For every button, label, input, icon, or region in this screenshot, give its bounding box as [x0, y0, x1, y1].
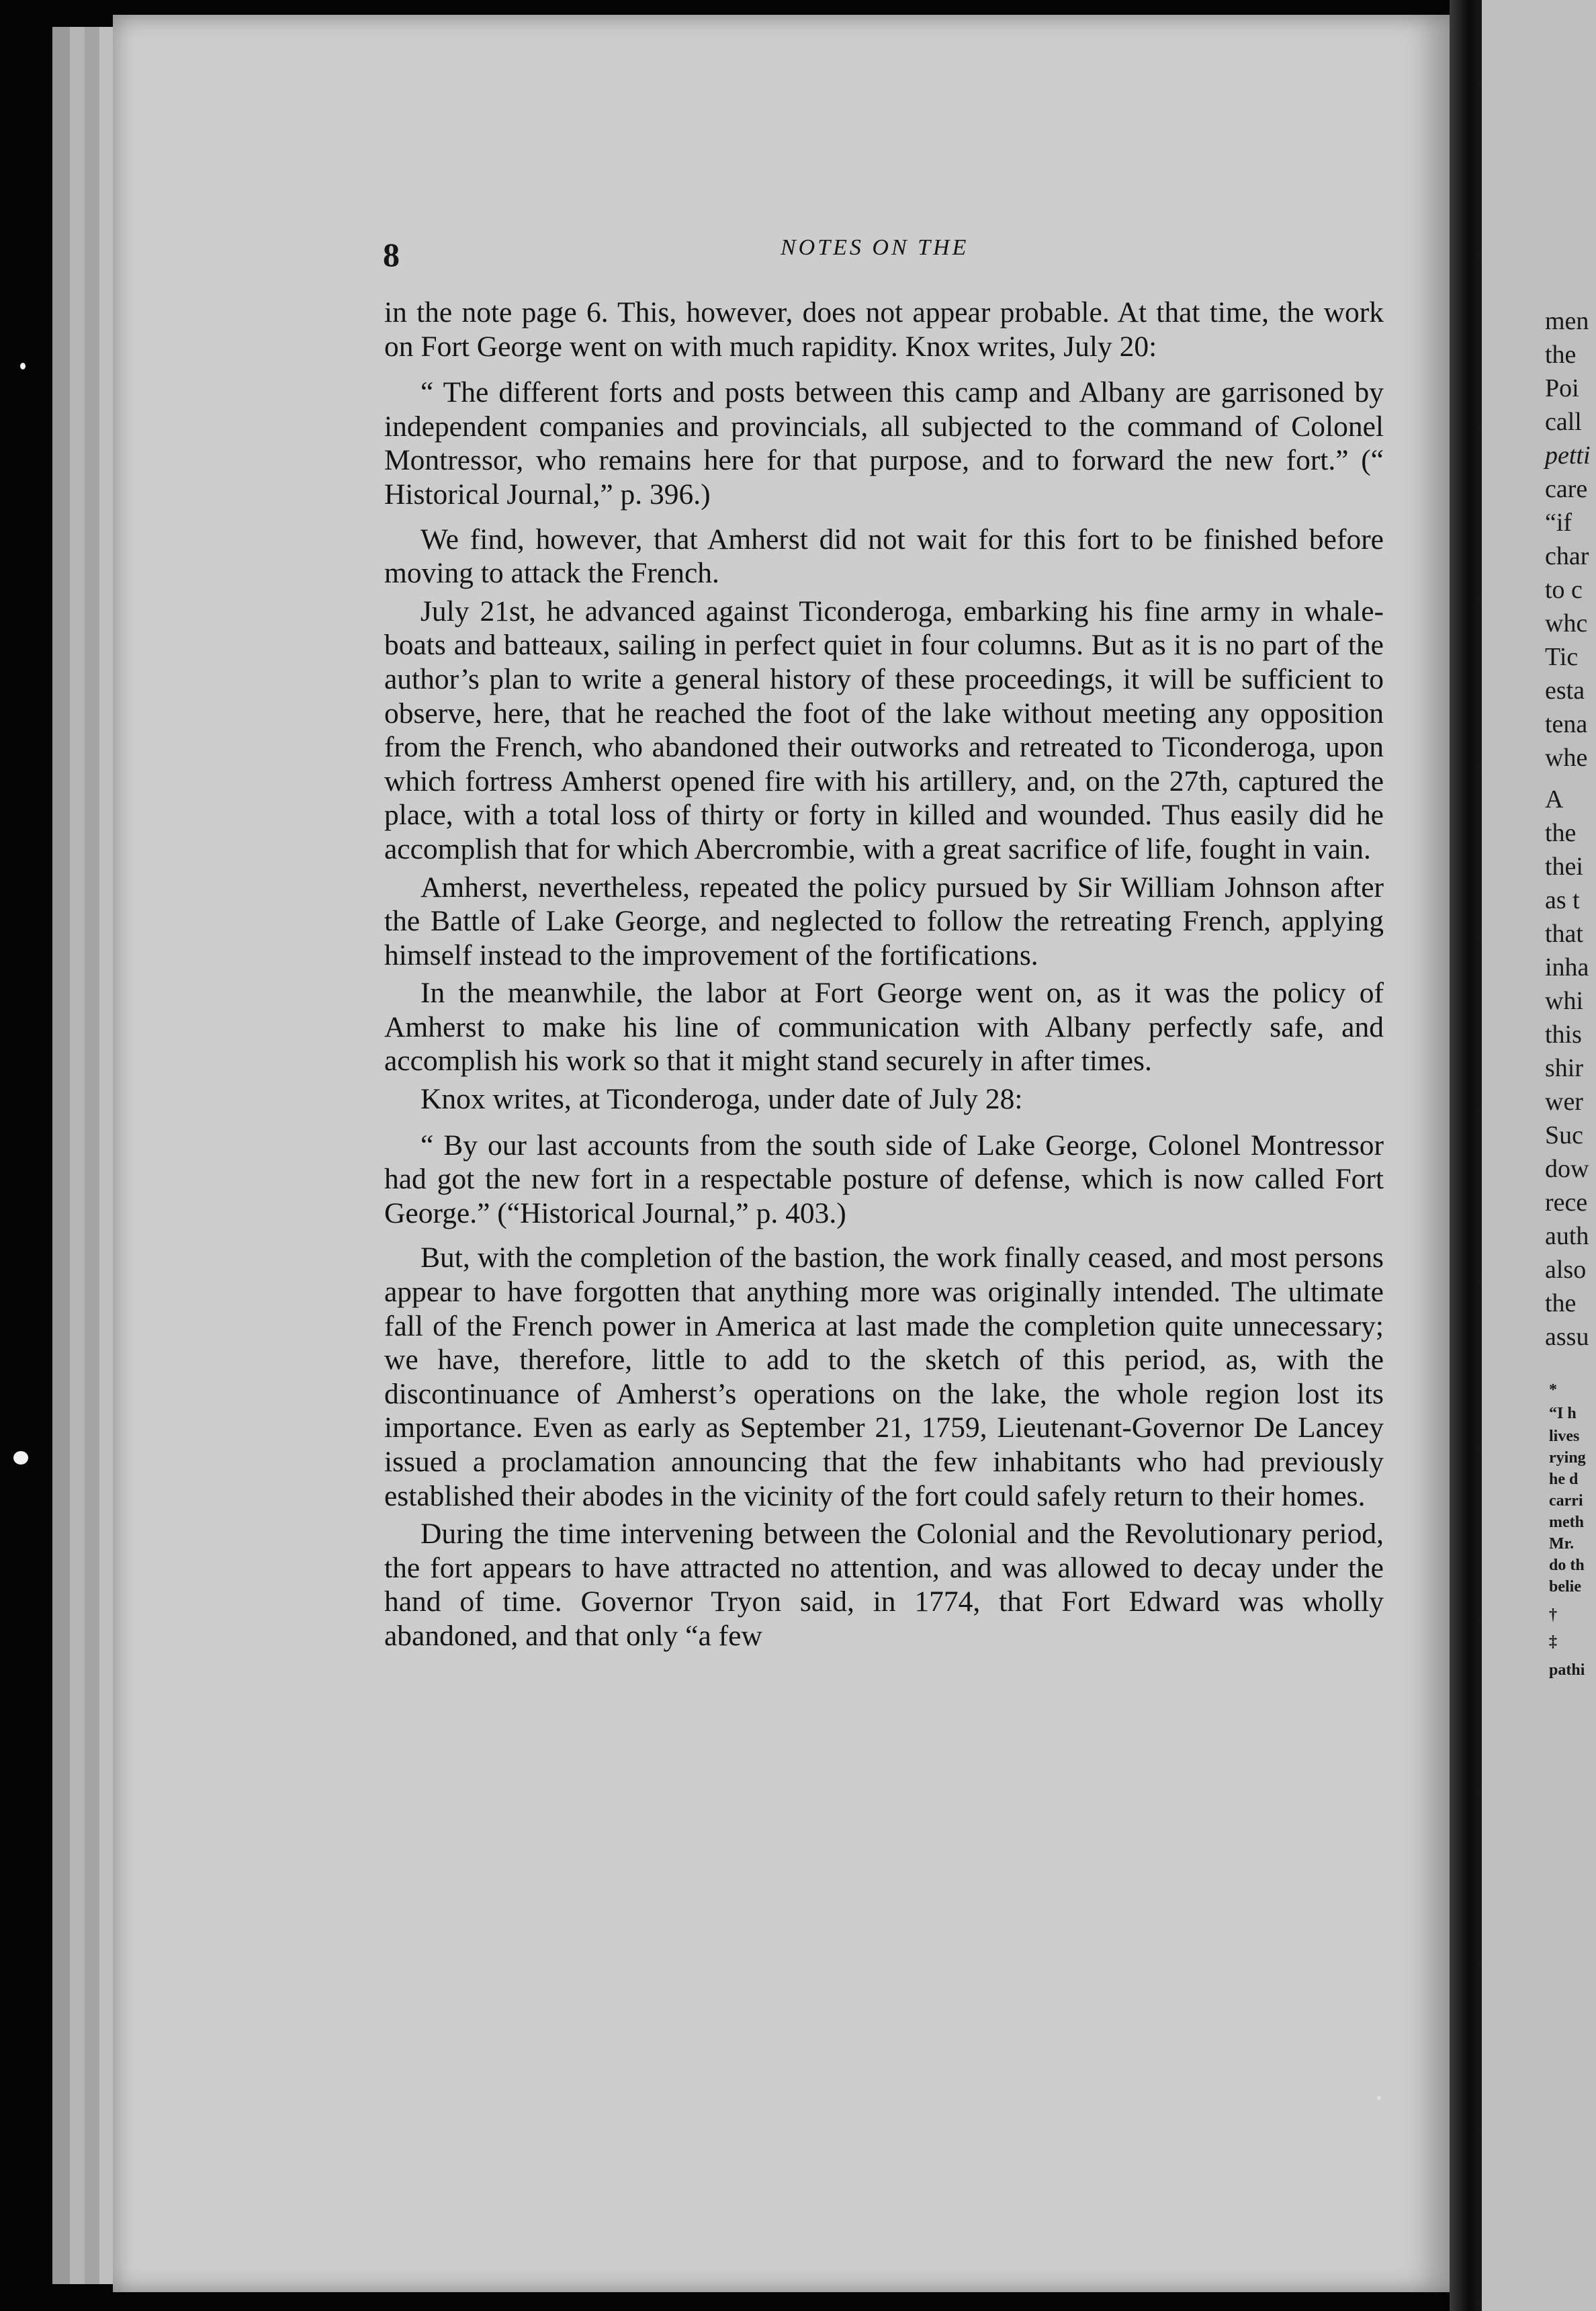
block-quote: “ By our last accounts from the south side of Lake George, Colonel Montressor had got the new fort in a respectable posture of defense, which is now called Fort George.” (“Historical Journal,” p. 403.) [384, 1129, 1384, 1229]
facing-page-line: wer [1545, 1088, 1583, 1116]
facing-page-line: men [1545, 307, 1589, 335]
facing-page-line: dow [1545, 1155, 1589, 1183]
page-number: 8 [383, 236, 400, 273]
facing-page-line: Suc [1545, 1121, 1583, 1149]
facing-page-footnote-line: he d [1549, 1471, 1579, 1488]
body-text [384, 296, 1384, 1653]
facing-page-line: char [1545, 542, 1589, 570]
facing-page-line: the [1545, 819, 1577, 847]
paragraph: But, with the completion of the bastion, the work finally ceased, and most persons appear to have forgotten that anything more was originally intended. The ultimate fall of the French power in America at last made the completion quite unnecessary; we have, therefore, little to add to the sketch of this period, as, with the discontinuance of Amherst’s operations on the lake, the whole region lost its importance. Even as early as September 21, 1759, Lieutenant-Governor De Lancey issued a proclamation announcing that the few inhabitants who had previously established their abodes in the vicinity of the fort could safely return to their homes. [384, 1241, 1384, 1512]
running-head [383, 235, 1256, 275]
facing-page-footnote-line: Mr. [1549, 1535, 1575, 1553]
facing-page-line: whi [1545, 987, 1583, 1015]
facing-page-footnote-line: “I h [1549, 1405, 1577, 1422]
facing-page-line: “if [1545, 509, 1572, 537]
page-edge [70, 27, 85, 2284]
facing-page-line: auth [1545, 1222, 1589, 1250]
page-edge [85, 27, 99, 2284]
facing-page-footnote-line: lives [1549, 1428, 1580, 1445]
facing-page-footnote-line: pathi [1549, 1661, 1585, 1679]
paragraph: In the meanwhile, the labor at Fort George went on, as it was the policy of Amherst to make his line of communication with Albany perfectly safe, and accomplish his work so that it might stand securely in after times. [384, 977, 1384, 1078]
facing-page-footnote-line: * [1549, 1381, 1557, 1399]
facing-page-line: this [1545, 1020, 1582, 1049]
scan-speck [20, 363, 26, 369]
facing-page-line: also [1545, 1256, 1587, 1284]
paragraph: Knox writes, at Ticonderoga, under date of July 28: [420, 1083, 1023, 1116]
paragraph: Amherst, nevertheless, repeated the policy pursued by Sir William Johnson after the Battle of Lake George, and neglected to follow the retreating French, applying himself instead to the improvement of the fortifications. [384, 871, 1384, 971]
facing-page-line: thei [1545, 853, 1583, 881]
facing-page-line: Poi [1545, 374, 1579, 402]
facing-page-line: the [1545, 1289, 1577, 1317]
block-quote: “ The different forts and posts between this camp and Albany are garrisoned by independent companies and provincials, all subjected to the command of Colonel Montressor, who remains here for that purpose, and to forward the new fort.” (“ Historical Journal,” p. 396.) [384, 376, 1384, 511]
facing-page-line: rece [1545, 1188, 1588, 1217]
facing-page-footnote-line: † [1549, 1606, 1557, 1624]
facing-page-line: the [1545, 341, 1577, 369]
paragraph: We find, however, that Amherst did not wait for this fort to be finished before moving to attack the French. [384, 523, 1384, 590]
facing-page-line: call [1545, 408, 1582, 436]
facing-page-line: that [1545, 920, 1583, 948]
facing-page-line: inha [1545, 953, 1589, 982]
facing-page-line: Tic [1545, 643, 1579, 671]
facing-page-line: care [1545, 475, 1588, 503]
running-title: NOTES ON THE [781, 235, 969, 260]
facing-page-line: to c [1545, 576, 1583, 604]
facing-page-line: petti [1545, 441, 1591, 470]
book-gutter [1450, 0, 1482, 2311]
scan-speck [13, 1451, 28, 1465]
facing-page-line: assu [1545, 1323, 1589, 1351]
facing-page-footnote-line: carri [1549, 1492, 1583, 1510]
paragraph: During the time intervening between the Colonial and the Revolutionary period, the fort appears to have attracted no attention, and was allowed to decay under the hand of time. Governor Tryon said, in 1774, that Fort Edward was wholly abandoned, and that only “a few [384, 1518, 1384, 1652]
page-edge [52, 27, 70, 2284]
facing-page-line: tena [1545, 710, 1588, 738]
paragraph: in the note page 6. This, however, does not appear probable. At that time, the work on Fort George went on with much rapidity. Knox writes, July 20: [384, 296, 1384, 363]
facing-page-line: shir [1545, 1054, 1583, 1082]
facing-page-footnote-line: do th [1549, 1557, 1585, 1574]
facing-page-line: A [1545, 785, 1564, 814]
facing-page-line: whe [1545, 744, 1588, 772]
facing-page-footnote-line: meth [1549, 1514, 1584, 1531]
paragraph: July 21st, he advanced against Ticonderoga, embarking his fine army in whale-boats and batteaux, sailing in perfect quiet in four columns. But as it is no part of the author’s plan to write a general history of these proceedings, it will be sufficient to observe, here, that he reached the foot of the lake without meeting any opposition from the French, who abandoned their outworks and retreated to Ticonderoga, upon which fortress Amherst opened fire with his artillery, and, on the 27th, captured the place, with a total loss of thirty or forty in killed and wounded. Thus easily did he accomplish that for which Abercrombie, with a great sacrifice of life, fought in vain. [384, 595, 1384, 865]
facing-page-footnote-line: rying [1549, 1449, 1586, 1467]
facing-page-line: whc [1545, 609, 1588, 638]
facing-page-line: as t [1545, 886, 1580, 914]
page-edge [99, 27, 114, 2284]
facing-page-footnote-line: belie [1549, 1578, 1581, 1596]
scan-speck [1377, 2096, 1381, 2100]
facing-page-line: esta [1545, 677, 1585, 705]
facing-page-footnote-line: ‡ [1549, 1633, 1557, 1651]
